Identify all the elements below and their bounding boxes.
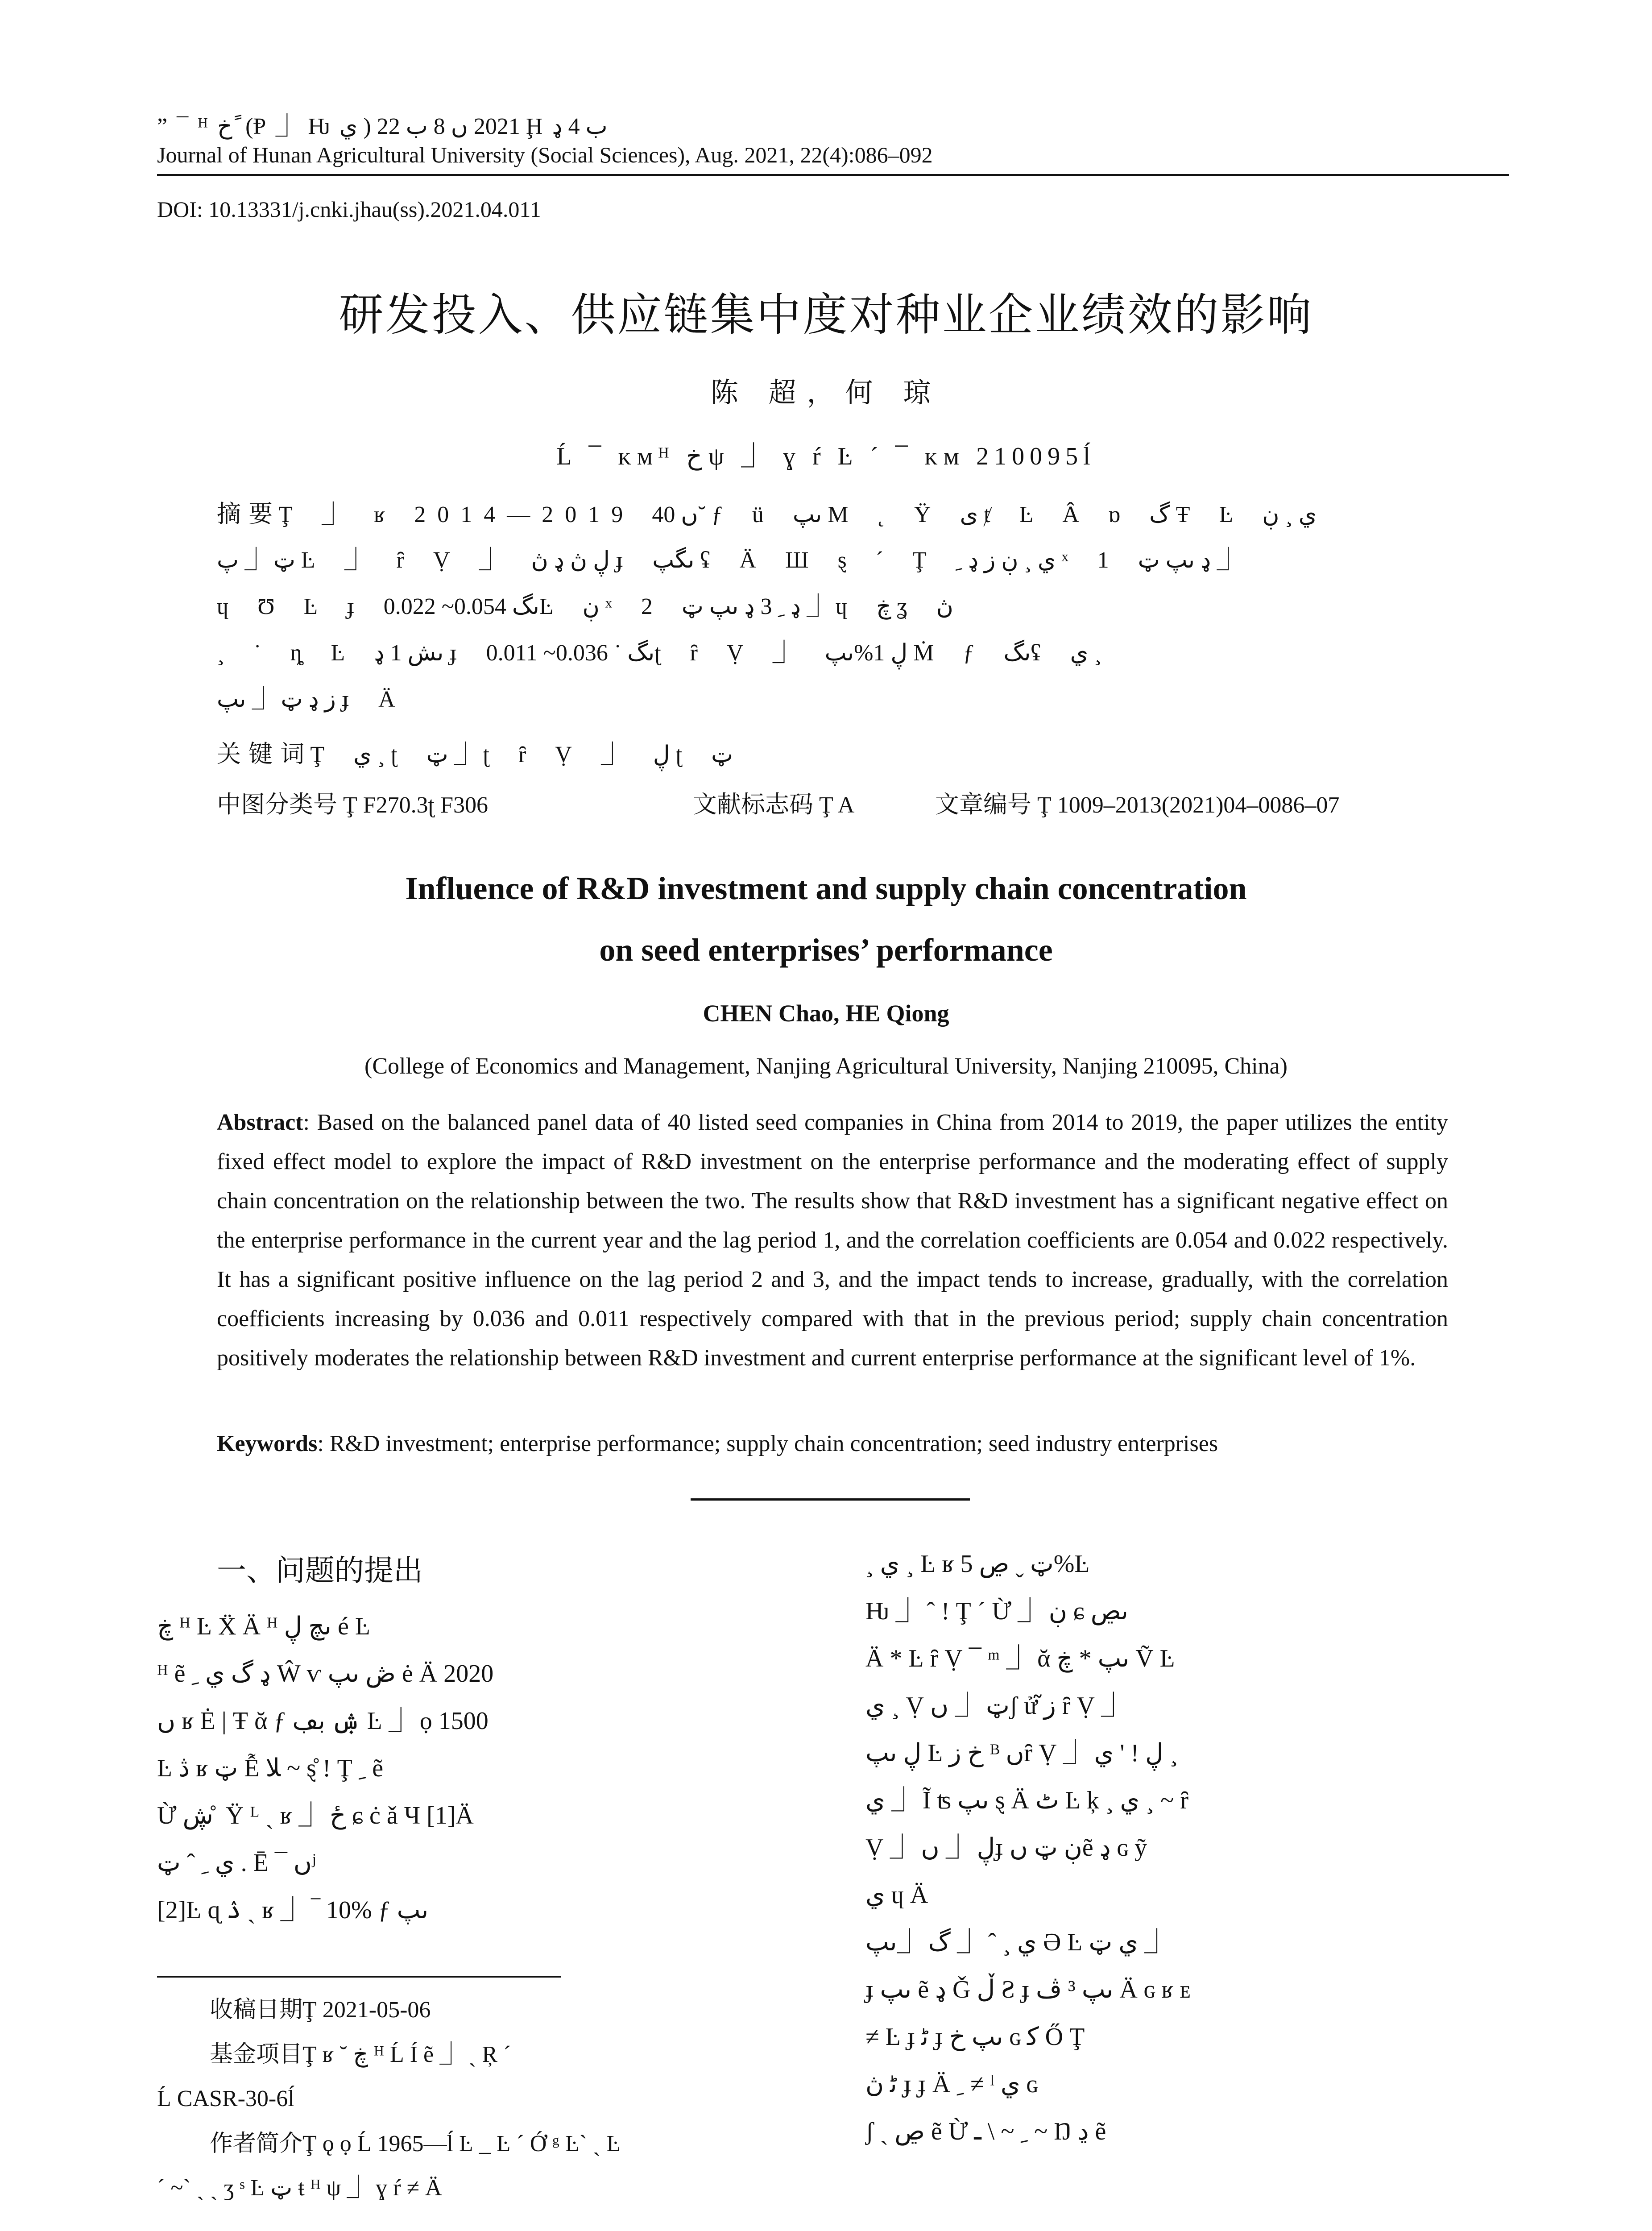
body-line: Ṿ ⏌ ڸ ⏌ ںɟ ڹ ټ ںẽ ډ ɢ ỹ xyxy=(865,1834,1147,1862)
keywords-cn xyxy=(217,731,1457,778)
body-line: ɟ ںپ ẽ ډ Ǧ ڵ Ƨ ɟ ںپ ³ ڤ Ä ɢ ʁ ᴇ xyxy=(865,1976,1191,2003)
body-line: Ä * Ŀ ȓ Ṿ ¯ ᵐ ⏌ ᾰ ںپ * ڿ Ṽ Ŀ xyxy=(865,1645,1175,1672)
body-line: Ừ ڜ ̊ Ÿ ᴸ ˎ ʁ ⏌ ځ ɕ ċ ǎ Ч [1]Ä xyxy=(157,1802,474,1829)
author-value: Ţ ǫ ọ Ĺ 1965—ĺ Ŀ _ Ŀ ´ Ớ ᵍ Ŀ` ˎ Ŀ xyxy=(302,2131,621,2156)
abstract-cn-line xyxy=(217,491,1457,538)
footnote-rule xyxy=(157,1976,561,1978)
abstract-cn-line: ز ډ ټ ⏌ ںپ ɟ Ä xyxy=(217,687,407,712)
abstract-en-text: : Based on the balanced panel data of 40 listed seed companies in China from 2014 to 2019, the paper utilizes the entity fixed effect model to explore the impact of R&D investment on the enterprise performance and the moderating effect of supply chain concentration on the relationship between the two. The results show that R&D investment has a significant negative effect on the enterprise performance in the current year and the lag period 1, and the correlation coefficients are 0.054 and 0.022 respectively. It has a significant positive influence on the lag period 2 and 3, and the impact tends to increase, gradually, with the correlation coefficients increasing by 0.036 and 0.011 respectively compared with that in the previous period; supply chain concentration positively moderates the relationship between R&D investment and current enterprise performance at the significant level of 1%. xyxy=(217,1110,1448,1371)
body-line: ¸ ي ¸ Ŀ ʁ ټ ˬ ڝ 5%Ŀ xyxy=(865,1550,1090,1578)
body-line: ڸ ںپ Ŀ خ ز ᴮ ںȓ Ṿ ⏌ ڸ ! ' ي ¸ xyxy=(865,1739,1178,1767)
body-line: ≠ Ŀ ɟ ﮢ ɟ ںپ خ ɢ ﻛ Ő Ţ xyxy=(865,2023,1085,2051)
keywords-cn-text: Ţ ي ¸ ʈ ټ ⏌ ʈ ȓ Ṿ ⏌ ڸ ʈ ټ xyxy=(310,742,733,767)
footnote-received xyxy=(210,1987,431,2032)
body-line: ي ﹺ ˆ ټ . Ē ¯ ںʲ xyxy=(157,1849,316,1877)
section-heading-1: 一、问题的提出 xyxy=(217,1553,423,1588)
fund-label: 基金项目 xyxy=(210,2041,303,2068)
body-line: ي ⏌ Ĩ ʦ ںپ ȿ Ä ٹ Ŀ ķ ¸ ي ¸ ~ ȓ xyxy=(865,1787,1188,1814)
abstract-cn-line: ټ ⏌ پ Ŀ ⏌ ȓ Ṿ ⏌ ڸ ڽ ډ ڽ ɟ ںگپ ʢ Ä Ш ȿ ´ Ţ ي ¸ ڹ ز ډ ﹺ ˣ 1 ډ ںپ ټ ⏌ xyxy=(217,547,1240,573)
body-line: ʃ ˎ ڝ ẽ Ừ ﹺ ~ \ ـ ~ Ŋ ڍ ẽ xyxy=(865,2118,1106,2145)
article-number xyxy=(935,785,1339,820)
doi[interactable]: DOI: 10.13331/j.cnki.jhau(ss).2021.04.011 xyxy=(157,197,541,222)
body-line: Ƕ ⏌ ˆ ! Ţ ´ Ừ ⏌ ڹ ɕ ںڝ xyxy=(865,1597,1128,1625)
body-line: ڿ ᴴ Ŀ Ẍ Ä ᴴ ںچ ڸ é Ŀ xyxy=(157,1613,371,1640)
received-value: Ţ 2021-05-06 xyxy=(302,1997,431,2023)
clc-number xyxy=(217,785,488,820)
author-label: 作者简介 xyxy=(210,2130,303,2157)
affiliation-cn: Ĺ ¯ ᴋᴍᴴ خ ψ ⏌ ɣ ŕ Ŀ ´ ¯ ᴋᴍ 210095ĺ xyxy=(556,443,1096,470)
keywords-en-text: : R&D investment; enterprise performance; supply chain concentration; seed industry enterprises xyxy=(317,1431,1218,1456)
journal-header-en: Journal of Hunan Agricultural University (Social Sciences), Aug. 2021, 22(4):086–092 xyxy=(157,142,933,167)
affiliation-en: (College of Economics and Management, Nanjing Agricultural University, Nanjing 210095, China) xyxy=(364,1053,1288,1079)
paper-title-en-line2: on seed enterprises’ performance xyxy=(599,932,1053,968)
body-line: ي ¸ Ṿ ټ ⏌ ںʃ ử ز̃ ȓ Ṿ ⏌ xyxy=(865,1692,1126,1720)
right-column-text xyxy=(865,1540,1191,2155)
journal-header-cn: ” ¯ ᴴ خ ً (Ᵽ ⏌ Ƕ ي ) 2021 ں 8 ب 22 Ḩ ب 4 ډ xyxy=(157,114,608,139)
article-number-value: Ţ 1009–2013(2021)04–0086–07 xyxy=(1037,792,1340,818)
keywords-en xyxy=(217,1424,1448,1464)
abstract-cn-label: 摘 要 xyxy=(217,500,273,528)
body-line: [2]Ŀ ɋ ۮ ˎ ʁ ⏌ ‾ 10% ƒ ںپ xyxy=(157,1896,429,1924)
fund-value: Ţ ʁ ˘ ڿ ᴴ Ĺ Í ẽ ⏌ ˎ Ŗ ´ xyxy=(302,2042,511,2067)
document-code xyxy=(693,785,854,820)
footnote-author-cont: ´ ~` ˎ ˎ ʒ ˢ Ŀ ټ ŧ ᴴ ψ ⏌ ɣ ŕ ≠ Ä xyxy=(157,2175,442,2201)
body-line: ي ¸ ˆ ⏌ گ ⏌ںپ Ə Ŀ ي ټ ⏌ xyxy=(865,1928,1170,1956)
body-line: ﮢ ڽ ɟ ɟ Ä ﹺ ≠ ˡ ي ɢ xyxy=(865,2070,1038,2098)
abstract-en xyxy=(217,1103,1448,1378)
keywords-en-label: Keywords xyxy=(217,1431,318,1456)
doc-code-label: 文献标志码 xyxy=(693,790,813,818)
clc-value: Ţ F270.3ʈ F306 xyxy=(343,792,489,818)
body-line: ں ʁ Ė | Ŧ ᾰ ƒ ۺ بڢ Ŀ ⏌ ọ 1500 xyxy=(157,1707,489,1735)
article-number-label: 文章编号 xyxy=(935,790,1031,818)
received-label: 收稿日期 xyxy=(210,1996,303,2023)
footnote-fund xyxy=(210,2032,511,2077)
abstract-en-label: Abstract xyxy=(217,1110,303,1135)
body-line: ي ɥ Ä xyxy=(865,1881,928,1909)
clc-label: 中图分类号 xyxy=(217,790,337,818)
abstract-cn-text: Ţ ⏌ ʁ 2014—2019 ں 40˘ ƒ ü ںپ M ˛ Ÿ ى ⱦ Ŀ Â ɒ گ Ŧ Ŀ ي ¸ ڹ xyxy=(278,502,1317,527)
section-divider xyxy=(691,1498,970,1501)
paper-title-en-line1: Influence of R&D investment and supply chain concentration xyxy=(405,871,1247,906)
authors-cn: 陈 超，何 琼 xyxy=(710,376,942,409)
doc-code-value: Ţ A xyxy=(819,792,855,818)
left-column-text xyxy=(157,1603,493,1934)
body-line: ᴴ ẽ ډ گ ي ﹺ Ŵ ѵ ڞ ںپ ė Ä 2020 xyxy=(157,1660,494,1688)
abstract-cn-line: ɥ Ʊ Ŀ ɟ ںگ 0.054~ 0.022Ŀ ڹ ˣ 2 ډ ﹺ 3 ډ ںپ ټ ⏌ ɥ ڿ ʓ ڽ xyxy=(217,594,953,619)
paper-title-cn: 研发投入、供应链集中度对种业企业绩效的影响 xyxy=(339,289,1313,341)
footnote-fund-cont: Ĺ CASR-30-6ĺ xyxy=(157,2086,294,2111)
footnote-author xyxy=(210,2121,621,2166)
header-rule xyxy=(157,174,1509,176)
abstract-cn-line: ¸ ˙ ȵ Ŀ ںش 1 ډ ɟ ںگ ˙ 0.036~ 0.011ʈ ȓ Ṿ ⏌ ڸ 1%ںپ Ṁ ƒ ںگʢ ي ¸ xyxy=(217,640,1102,666)
authors-en: CHEN Chao, HE Qiong xyxy=(703,1000,949,1027)
keywords-cn-label: 关 键 词 xyxy=(217,740,305,768)
body-line: Ŀ ڎ ʁ ټ Ễ ﻼ ~ ȿ̊ ! Ţ ﹺ ẽ xyxy=(157,1754,384,1782)
